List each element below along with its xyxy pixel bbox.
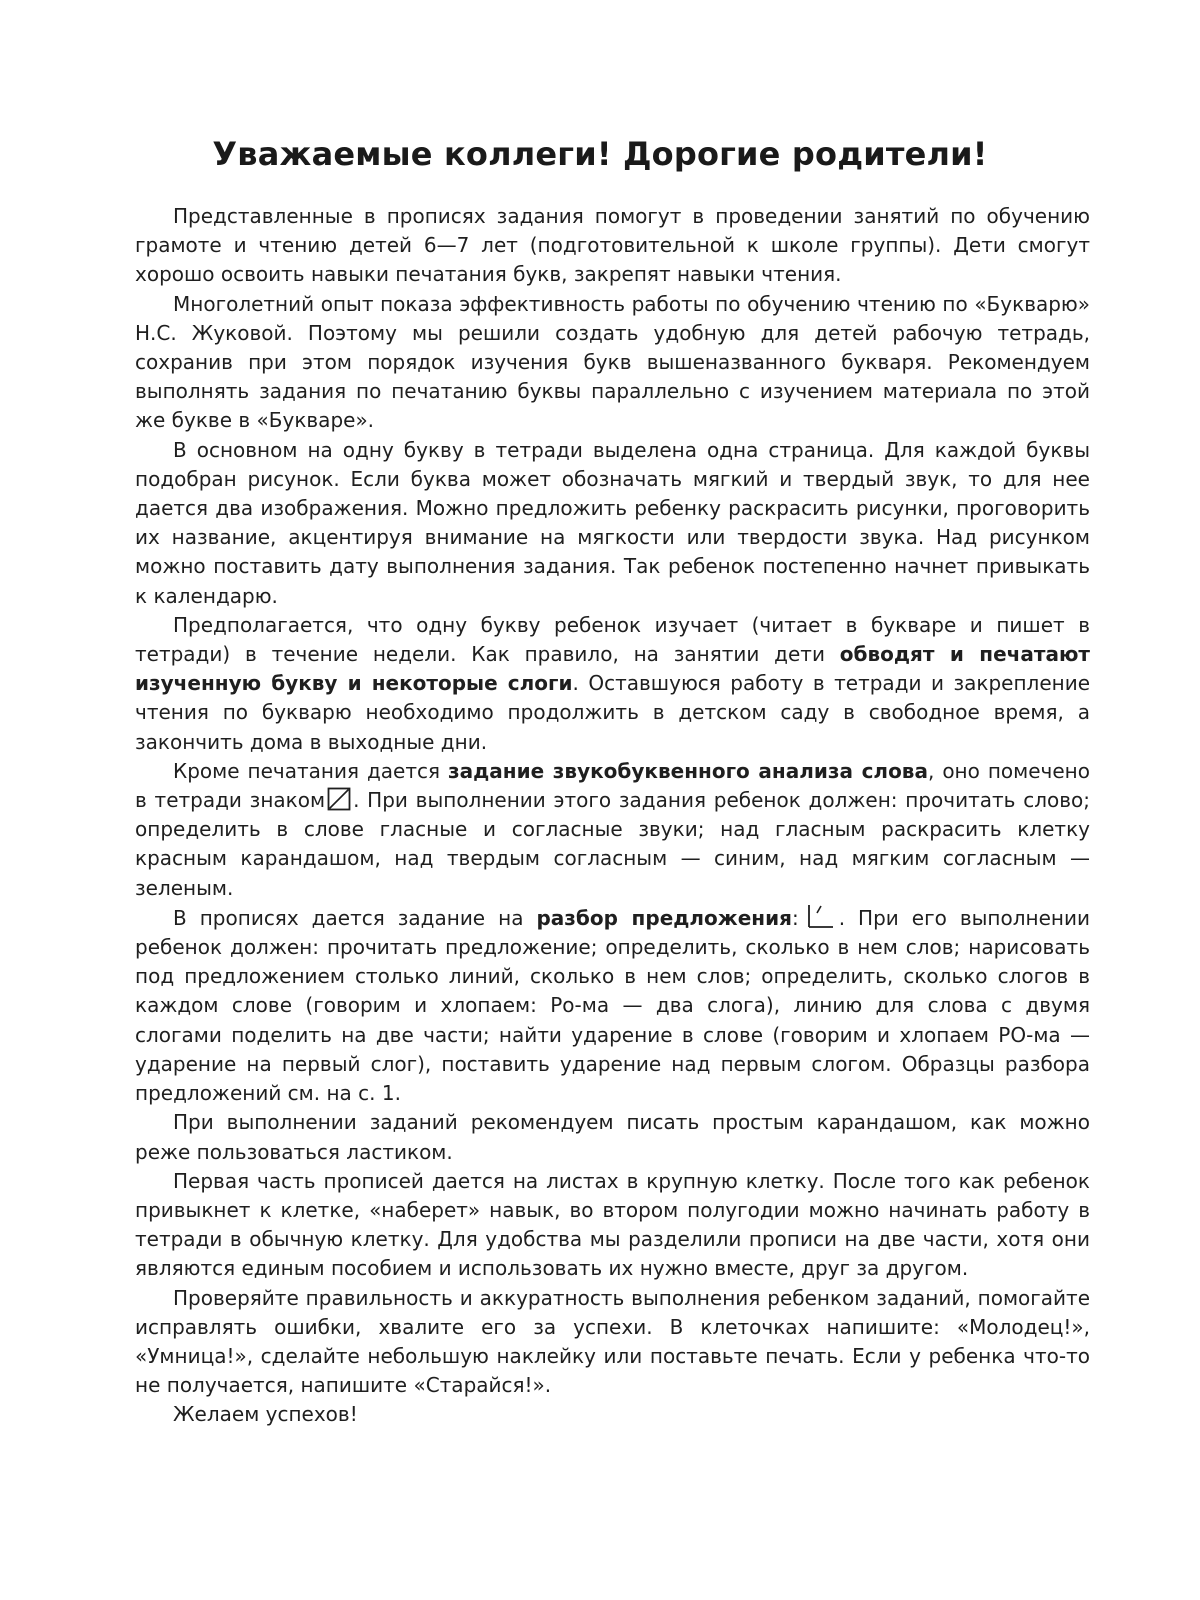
paragraph-sound-analysis-text-2: , оно помечено в тетради знаком bbox=[135, 758, 1090, 813]
paragraph-schedule-text-1: Предполагается, что одну букву ребенок изучает (читает в букваре и пишет в тетради) в течение недели. Как правило, на занятии дети bbox=[135, 612, 1090, 667]
paragraph-sentence-analysis-text-2: . При его выполнении ребенок должен: прочитать предложение; определить, сколько в нем слов; нарисовать под предложением столько линий, сколько в нем слов; определить, сколько слогов в каждом слове (говорим и хлопаем: Ро-ма — два слога), линию для слова с двумя слогами поделить на две части; найти ударение в слове (говорим и хлопаем РО-ма — ударение на первый слог), поставить ударение над первым слогом. Образцы разбора предложений см. на с. 1. bbox=[135, 905, 1090, 1106]
paragraph-sentence-analysis-text-1: В прописях дается задание на bbox=[173, 905, 537, 930]
paragraph-experience: Многолетний опыт показа эффективность работы по обучению чтению по «Букварю» Н.С. Жуковой. Поэтому мы решили создать удобную для детей рабочую тетрадь, сохранив при этом порядок изучения букв вышеназванного букваря. Рекомендуем выполнять задания по печатанию буквы параллельно с изучением материала по этой же букве в «Букваре». bbox=[135, 291, 1090, 433]
paragraph-sound-analysis-text-3: . При выполнении этого задания ребенок должен: прочитать слово; определить в слове гласные и согласные звуки; над гласным раскрасить клетку красным карандашом, над твердым согласным — синим, над мягким согласным — зеленым. bbox=[135, 788, 1090, 900]
paragraph-sound-analysis bbox=[135, 757, 1090, 903]
paragraph-schedule-bold: обводят и печатают изученную букву и некоторые слоги bbox=[135, 642, 1091, 696]
body-text bbox=[135, 202, 1090, 1430]
paragraph-schedule bbox=[135, 611, 1090, 757]
paragraph-intro: Представленные в прописях задания помогут в проведении занятий по обучению грамоте и чтению детей 6—7 лет (подготовительной к школе группы). Дети смогут хорошо освоить навыки печатания букв, закрепят навыки чтения. bbox=[135, 204, 1090, 287]
paragraph-parts: Первая часть прописей дается на листах в крупную клетку. После того как ребенок привыкнет к клетке, «наберет» навык, во втором полугодии можно начинать работу в тетради в обычную клетку. Для удобства мы разделили прописи на две части, хотя они являются единым пособием и использовать их нужно вместе, друг за другом. bbox=[135, 1168, 1090, 1281]
slashed-square-icon bbox=[327, 787, 351, 811]
paragraph-sentence-analysis-colon: : bbox=[791, 905, 799, 930]
paragraph-schedule-text-2: . Оставшуюся работу в тетради и закрепление чтения по букварю необходимо продолжить в детском саду в свободное время, а закончить дома в выходные дни. bbox=[135, 671, 1091, 754]
paragraph-sound-analysis-text-1: Кроме печатания дается bbox=[173, 758, 449, 783]
paragraph-sound-analysis-bold: задание звукобуквенного анализа слова bbox=[448, 758, 928, 783]
page-title: Уважаемые коллеги! Дорогие родители! bbox=[212, 135, 988, 173]
paragraph-sentence-analysis bbox=[135, 903, 1090, 1108]
paragraph-wishes: Желаем успехов! bbox=[173, 1402, 358, 1427]
paragraph-pages: В основном на одну букву в тетради выделена одна страница. Для каждой буквы подобран рисунок. Если буква может обозначать мягкий и твердый звук, то для нее дается два изображения. Можно предложить ребенку раскрасить рисунки, проговорить их название, акцентируя внимание на мягкости или твердости звука. Над рисунком можно поставить дату выполнения задания. Так ребенок постепенно начнет привыкать к календарю. bbox=[135, 437, 1090, 608]
paragraph-pencil: При выполнении заданий рекомендуем писать простым карандашом, как можно реже пользоваться ластиком. bbox=[135, 1110, 1090, 1164]
paragraph-check: Проверяйте правильность и аккуратность выполнения ребенком заданий, помогайте исправлять ошибки, хвалите его за успехи. В клеточках напишите: «Молодец!», «Умница!», сделайте небольшую наклейку или поставьте печать. Если у ребенка что-то не получается, напишите «Старайся!». bbox=[135, 1285, 1090, 1398]
paragraph-sentence-analysis-bold: разбор предложения bbox=[536, 905, 792, 930]
sentence-scheme-icon bbox=[805, 903, 835, 929]
